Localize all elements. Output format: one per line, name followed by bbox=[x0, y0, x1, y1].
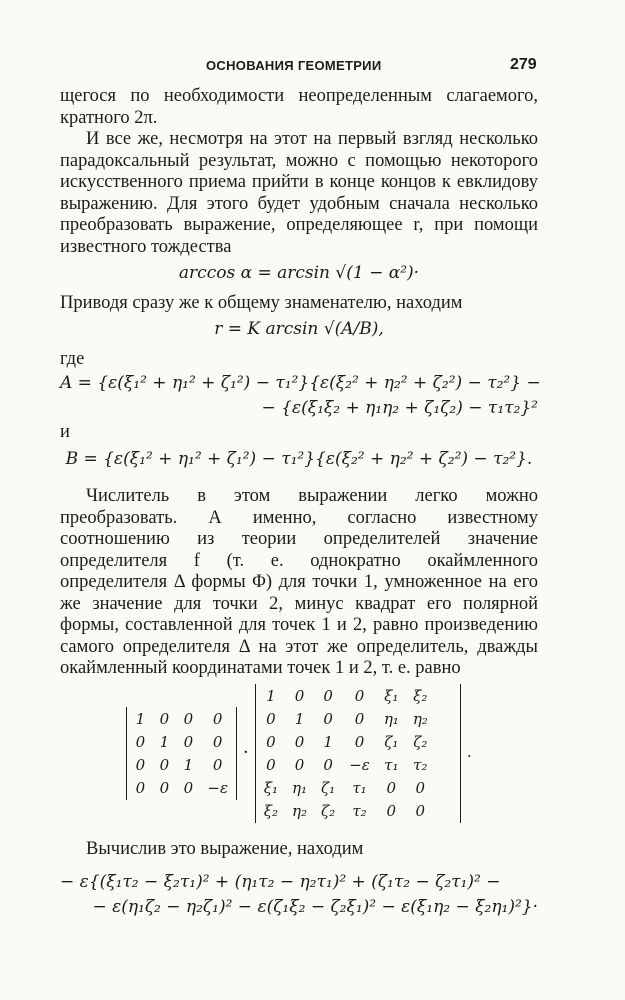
paragraph-intro: И все же, несмотря на этот на первый взгляд несколько парадоксальный результат, можно с помощью некоторого искусственного приема прийти в конце концов к евклидову выражению. Для этого будет удобным сначала несколько преобразовать выражение, определяющее r, при помощи известного тождества bbox=[60, 129, 538, 257]
matrix-cell: 0 bbox=[159, 709, 170, 728]
matrix-cell: 0 bbox=[135, 778, 146, 797]
matrix-cell: 1 bbox=[135, 709, 146, 728]
matrix-cell: 0 bbox=[266, 732, 276, 751]
page-header bbox=[0, 56, 625, 78]
matrix-cell bbox=[442, 801, 452, 821]
formula-B: B = {ε(ξ₁² + η₁² + ζ₁²) − τ₁²}{ε(ξ₂² + η₂² + ζ₂²) − τ₂²}. bbox=[65, 448, 533, 469]
matrix-cell: 0 bbox=[386, 778, 397, 797]
formula-identity: arccos α = arcsin √(1 − α²)· bbox=[178, 263, 420, 283]
matrix-cell: 1 bbox=[183, 755, 194, 774]
determinant-large bbox=[255, 684, 461, 823]
matrix-cell: 0 bbox=[183, 709, 194, 728]
matrix-cell bbox=[442, 709, 452, 729]
determinant-small bbox=[126, 707, 237, 800]
end-dot: . bbox=[466, 743, 472, 762]
matrix-cell: 0 bbox=[354, 732, 365, 751]
matrix-cell bbox=[442, 778, 452, 798]
formula-r: r = K arcsin √(A/B), bbox=[214, 319, 384, 339]
matrix-cell: ζ₁ bbox=[321, 778, 336, 797]
matrix-cell: 1 bbox=[323, 732, 333, 751]
formula-A-line2: − {ε(ξ₁ξ₂ + η₁η₂ + ζ₁ζ₂) − τ₁τ₂}² bbox=[261, 397, 538, 418]
matrix-cell: −ε bbox=[349, 755, 370, 774]
matrix-cell: 0 bbox=[323, 709, 333, 728]
matrix-cell: ξ₂ bbox=[263, 801, 279, 820]
matrix-cell: ζ₂ bbox=[413, 732, 428, 751]
matrix-cell: η₁ bbox=[292, 778, 308, 797]
matrix-cell: −ε bbox=[207, 778, 229, 797]
matrix-cell: η₂ bbox=[292, 801, 308, 820]
matrix-cell: 0 bbox=[386, 801, 397, 820]
matrix-cell bbox=[442, 732, 452, 752]
matrix-cell bbox=[442, 755, 452, 775]
matrix-cell: 0 bbox=[266, 709, 276, 728]
page-number: 279 bbox=[510, 56, 537, 73]
matrix-cell: η₂ bbox=[412, 709, 428, 728]
matrix-cell: ζ₁ bbox=[384, 732, 399, 751]
formula-final-line1: − ε{(ξ₁τ₂ − ξ₂τ₁)² + (η₁τ₂ − η₂τ₁)² + (ζ₁τ₂ − ζ₂τ₁)² − bbox=[60, 872, 501, 892]
matrix-cell: ζ₂ bbox=[321, 801, 336, 820]
matrix-cell: 0 bbox=[212, 732, 223, 751]
matrix-cell: ξ₁ bbox=[263, 778, 279, 797]
matrix-cell bbox=[442, 686, 452, 706]
formula-final-line2: − ε(η₁ζ₂ − η₂ζ₁)² − ε(ζ₁ξ₂ − ζ₂ξ₁)² − ε(ξ₁η₂ − ξ₂η₁)²}· bbox=[92, 896, 538, 917]
matrix-cell: 0 bbox=[159, 755, 170, 774]
matrix-cell: τ₂ bbox=[413, 755, 428, 774]
matrix-cell: 0 bbox=[354, 686, 365, 705]
matrix-cell: 0 bbox=[415, 801, 426, 820]
matrix-cell: τ₁ bbox=[384, 755, 399, 774]
matrix-cell: τ₂ bbox=[352, 801, 367, 820]
matrix-cell: 0 bbox=[212, 755, 223, 774]
matrix-cell: ξ₂ bbox=[413, 686, 428, 705]
matrix-cell: 0 bbox=[294, 732, 305, 751]
body-text bbox=[60, 86, 541, 921]
matrix-cell: 0 bbox=[323, 686, 333, 705]
running-title: ОСНОВАНИЯ ГЕОМЕТРИИ bbox=[206, 58, 382, 73]
paragraph-computing: Вычислив это выражение, находим bbox=[86, 838, 364, 859]
paragraph-numerator: Числитель в этом выражении легко можно преобразовать. А именно, согласно известному соотношению из теории определителей значение определителя f (т. е. однократно окаймленного определителя Δ формы Φ) для точки 1, умноженное на его же значение для точки 2, минус квадрат его полярной формы, составленной для точек 1 и 2, равно произведению самого определителя Δ на этот же определитель, дважды окаймленный координатами точек 1 и 2, т. е. равно bbox=[60, 486, 538, 678]
matrix-cell: 0 bbox=[183, 732, 194, 751]
word-and: и bbox=[60, 422, 70, 442]
matrix-cell: 0 bbox=[354, 709, 365, 728]
determinant-product bbox=[60, 684, 538, 823]
matrix-cell: 0 bbox=[135, 755, 146, 774]
matrix-cell: 0 bbox=[183, 778, 194, 797]
matrix-cell: 0 bbox=[323, 755, 333, 774]
matrix-cell: 0 bbox=[294, 686, 305, 705]
matrix-cell: τ₁ bbox=[352, 778, 367, 797]
matrix-cell: 0 bbox=[212, 709, 223, 728]
multiplication-dot: · bbox=[243, 742, 249, 764]
matrix-cell: 0 bbox=[135, 732, 146, 751]
matrix-cell: 1 bbox=[266, 686, 276, 705]
matrix-cell: 0 bbox=[266, 755, 276, 774]
paragraph-continuation: щегося по необходимости неопределенным слагаемого, кратного 2π. bbox=[60, 86, 538, 128]
paragraph-common-denominator: Приводя сразу же к общему знаменателю, находим bbox=[60, 292, 463, 313]
matrix-cell: 1 bbox=[294, 709, 305, 728]
word-where: где bbox=[60, 348, 85, 369]
matrix-cell: 0 bbox=[415, 778, 426, 797]
matrix-cell: 1 bbox=[159, 732, 170, 751]
matrix-cell: ξ₁ bbox=[384, 686, 399, 705]
formula-A-line1: A = {ε(ξ₁² + η₁² + ζ₁²) − τ₁²}{ε(ξ₂² + η₂² + ζ₂²) − τ₂²} − bbox=[60, 373, 541, 393]
matrix-cell: 0 bbox=[159, 778, 170, 797]
matrix-cell: 0 bbox=[294, 755, 305, 774]
matrix-cell: η₁ bbox=[383, 709, 399, 728]
